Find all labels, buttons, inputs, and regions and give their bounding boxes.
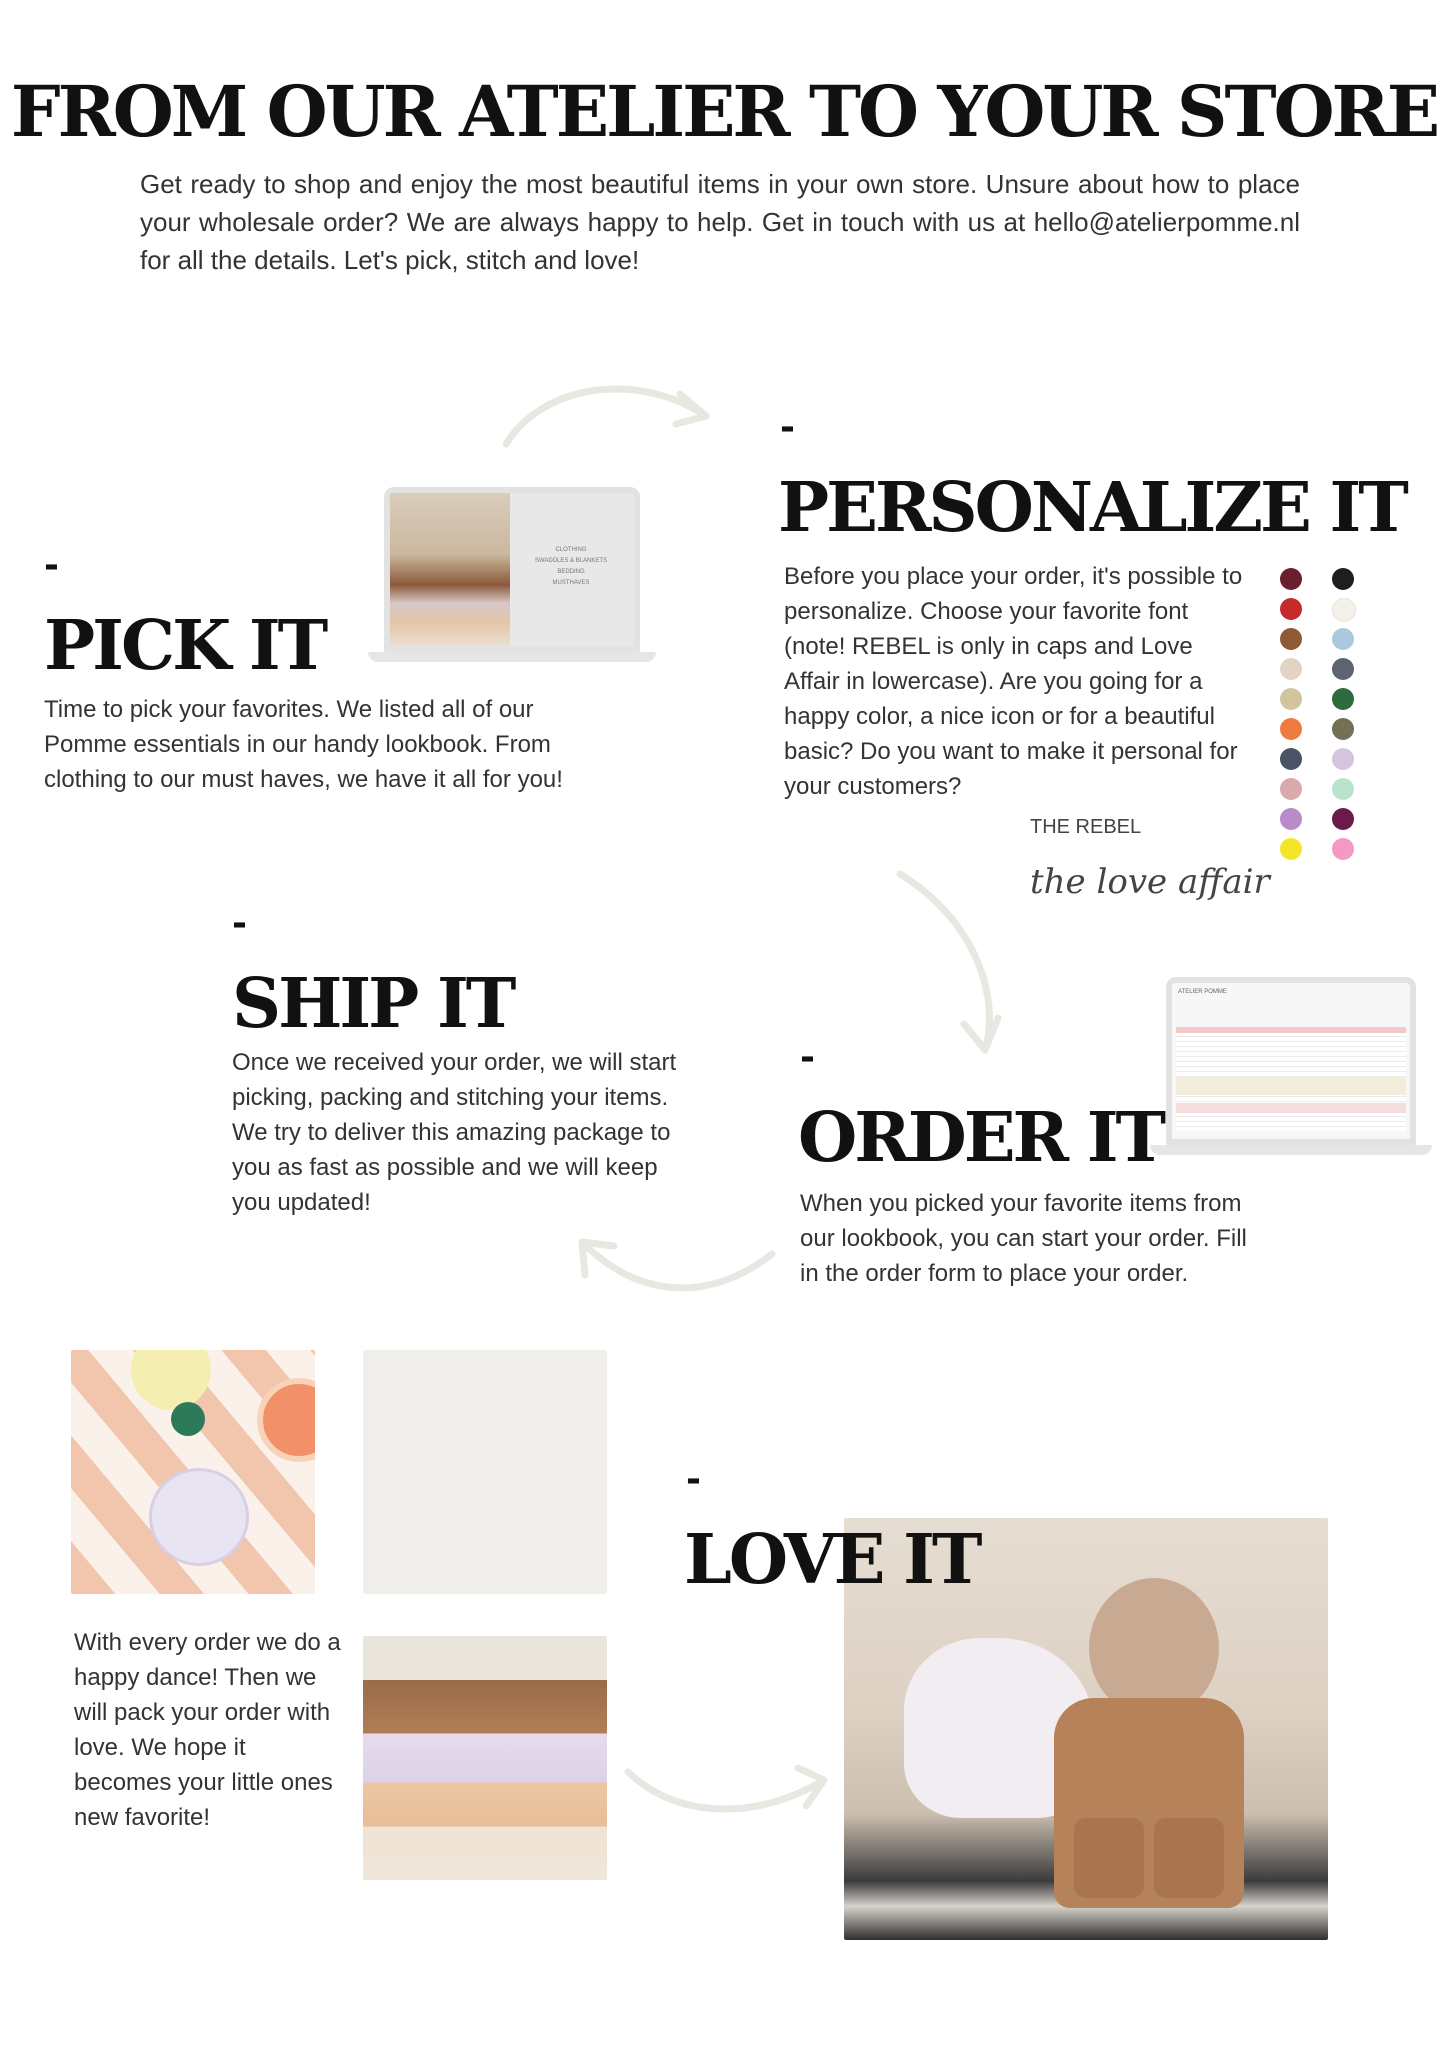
color-swatch bbox=[1332, 688, 1354, 710]
color-swatch bbox=[1280, 718, 1302, 740]
color-swatch bbox=[1280, 748, 1302, 770]
order-heading: ORDER IT bbox=[798, 1098, 1164, 1178]
photo-placeholder bbox=[363, 1350, 607, 1594]
order-form-brand: ATELIER POMME bbox=[1178, 989, 1227, 995]
love-body: With every order we do a happy dance! Then we will pack your order with love. We hope it becomes your little ones new favorite! bbox=[74, 1629, 341, 1831]
order-form-laptop-base bbox=[1150, 1145, 1432, 1155]
pick-dash: - bbox=[44, 545, 59, 586]
personalize-heading: PERSONALIZE IT bbox=[778, 468, 1406, 548]
page-title: FROM OUR ATELIER TO YOUR STORE bbox=[10, 70, 1438, 153]
love-heading: LOVE IT bbox=[684, 1520, 980, 1600]
lookbook-menu-item: MUSTHAVES bbox=[552, 580, 590, 586]
lookbook-menu bbox=[516, 545, 626, 589]
color-swatch bbox=[1332, 778, 1354, 800]
color-swatch bbox=[1280, 808, 1302, 830]
color-swatch bbox=[1280, 688, 1302, 710]
order-dash: - bbox=[800, 1037, 815, 1078]
lookbook-menu-item: BEDDING bbox=[557, 569, 585, 575]
lookbook-menu-item: CLOTHING bbox=[555, 547, 587, 553]
ship-heading: SHIP IT bbox=[232, 964, 514, 1044]
lookbook-laptop-base bbox=[368, 652, 656, 662]
color-swatch bbox=[1280, 568, 1302, 590]
font-sample-rebel: THE REBEL bbox=[1030, 816, 1142, 838]
color-swatch bbox=[1280, 628, 1302, 650]
font-sample-love-affair: the love affair bbox=[1030, 862, 1270, 902]
color-swatch bbox=[1332, 838, 1354, 860]
pick-heading: PICK IT bbox=[44, 606, 326, 686]
color-swatch bbox=[1280, 838, 1302, 860]
photo-folded-blankets bbox=[363, 1636, 607, 1880]
color-swatch bbox=[1332, 628, 1354, 650]
arrow-personalize-to-order bbox=[900, 874, 989, 1050]
order-body: When you picked your favorite items from our lookbook, you can start your order. Fill in the order form to place your order. bbox=[800, 1190, 1247, 1287]
intro-text: Get ready to shop and enjoy the most beautiful items in your own store. Unsure about how to place your wholesale order? We are always happy to help. Get in touch with us at hello@atelierpomme.nl for all the details. Let's pick, stitch and love! bbox=[140, 169, 1300, 275]
photo-teether-clip bbox=[71, 1350, 315, 1594]
personalize-dash: - bbox=[780, 407, 795, 448]
ship-body: Once we received your order, we will start picking, packing and stitching your items. We try to deliver this amazing package to you as fast as possible and we will keep you updated! bbox=[232, 1049, 677, 1216]
arrow-pick-to-personalize bbox=[506, 389, 706, 444]
ship-dash: - bbox=[232, 903, 247, 944]
color-swatch bbox=[1280, 658, 1302, 680]
color-swatch bbox=[1332, 808, 1354, 830]
lookbook-photo bbox=[390, 493, 510, 646]
arrow-to-love bbox=[628, 1772, 824, 1809]
color-swatch bbox=[1332, 568, 1354, 590]
color-swatch bbox=[1332, 748, 1354, 770]
order-form-laptop-screen bbox=[1166, 977, 1416, 1145]
color-swatch bbox=[1332, 598, 1356, 622]
personalize-body: Before you place your order, it's possible to personalize. Choose your favorite font (note! REBEL is only in caps and Love Affair in lowercase). Are you going for a happy color, a nice icon or for a beautiful basic? Do you want to make it personal for your customers? bbox=[784, 563, 1243, 800]
arrowhead-2 bbox=[964, 1018, 998, 1050]
color-swatch bbox=[1280, 598, 1302, 620]
order-form-sheet bbox=[1176, 1027, 1406, 1131]
lookbook-laptop-screen bbox=[384, 487, 640, 652]
love-dash: - bbox=[686, 1459, 701, 1500]
color-swatch bbox=[1280, 778, 1302, 800]
color-swatch bbox=[1332, 658, 1354, 680]
lookbook-menu-item: SWADDLES & BLANKETS bbox=[534, 558, 608, 564]
color-swatch bbox=[1332, 718, 1354, 740]
pick-body: Time to pick your favorites. We listed all of our Pomme essentials in our handy lookbook. From clothing to our must haves, we have it all for you! bbox=[44, 696, 563, 793]
